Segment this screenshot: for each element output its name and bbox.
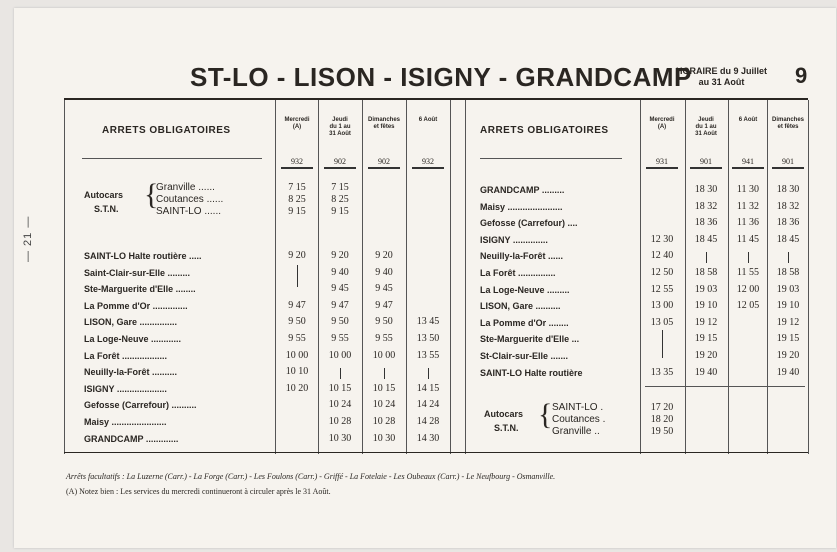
footer-rule [64, 452, 808, 453]
no-stop-marker [748, 252, 749, 263]
stop-name: Ste-Marguerite d'Elle ........ [84, 284, 196, 295]
service-number-rule [281, 167, 313, 169]
column-header-line: Mercredi [649, 117, 675, 123]
stop-name: La Loge-Neuve ......... [480, 284, 570, 295]
footnote-optional-stops: Arrêts facultatifs : La Luzerne (Carr.) - La Forge (Carr.) - Les Foulons (Carr.) - Griffé - La Fotelaie - Les Oubeaux (Carr.) - Le Neufbourg - Osmanville. [66, 472, 556, 481]
departure-time: 9 47 [375, 299, 393, 311]
service-number-rule [324, 167, 356, 169]
table-column-rule [275, 100, 276, 454]
departure-time: 18 45 [776, 233, 800, 245]
service-number-rule [368, 167, 400, 169]
departure-time: 10 20 [285, 382, 309, 394]
departure-time: 10 24 [372, 399, 396, 411]
departure-time: 19 10 [694, 300, 718, 312]
autocars-company: S.T.N. [94, 204, 119, 214]
departure-time: 13 35 [650, 366, 674, 378]
departure-time: 13 00 [650, 300, 674, 312]
departure-time: 11 30 [736, 184, 760, 195]
departure-time: 19 03 [776, 283, 800, 295]
stop-name: GRANDCAMP ............. [84, 433, 179, 444]
autocar-town: Granville .. [552, 426, 600, 437]
stop-name: La Pomme d'Or .............. [84, 300, 188, 311]
departure-time: 19 15 [694, 333, 718, 345]
stop-name: Neuilly-la-Forêt ...... [480, 251, 564, 262]
brace-icon: { [538, 398, 553, 431]
service-number-rule [690, 167, 722, 169]
stop-name: La Loge-Neuve ............ [84, 334, 182, 344]
service-number: 941 [742, 157, 754, 166]
continuation-line [662, 330, 663, 358]
stop-name: Maisy ...................... [480, 201, 563, 212]
departure-time: 19 40 [694, 366, 718, 378]
stop-name: La Pomme d'Or ........ [480, 317, 569, 328]
column-header [686, 117, 726, 138]
departure-time: 18 58 [776, 267, 800, 278]
departure-time: 12 40 [650, 250, 674, 262]
service-number-rule [412, 167, 444, 169]
departure-time: 9 40 [375, 266, 393, 278]
continuation-line [297, 265, 298, 287]
departure-time: 12 55 [650, 283, 674, 295]
autocar-time: 9 15 [331, 206, 349, 217]
table-column-rule [406, 100, 407, 454]
service-number-rule [772, 167, 804, 169]
departure-time: 10 10 [285, 366, 309, 378]
table-column-rule [64, 100, 65, 454]
departure-time: 14 30 [416, 432, 440, 444]
departure-time: 9 40 [331, 266, 349, 278]
departure-time: 12 00 [736, 283, 760, 295]
stop-name: LISON, Gare .......... [480, 301, 561, 312]
departure-time: 10 00 [285, 349, 309, 361]
table-column-rule [640, 100, 641, 454]
departure-time: 10 00 [328, 349, 352, 361]
horaire-dates [676, 66, 767, 88]
horaire-line-2: au 31 Août [698, 77, 745, 87]
header-rule [82, 158, 262, 159]
departure-time: 18 36 [694, 217, 718, 229]
column-header-line: Jeudi [698, 117, 714, 123]
stops-header: ARRETS OBLIGATOIRES [480, 125, 609, 136]
stop-name: LISON, Gare ............... [84, 317, 178, 328]
departure-time: 9 47 [288, 299, 306, 311]
stop-name: ISIGNY .................... [84, 383, 167, 394]
autocar-town: SAINT-LO ...... [156, 206, 222, 217]
departure-time: 18 30 [776, 184, 800, 195]
stops-header: ARRETS OBLIGATOIRES [102, 125, 231, 136]
stop-name: Saint-Clair-sur-Elle ......... [84, 267, 191, 278]
departure-time: 19 03 [694, 283, 718, 295]
departure-time: 10 15 [328, 382, 352, 394]
departure-time: 18 32 [776, 200, 800, 212]
departure-time: 19 20 [694, 350, 718, 361]
autocar-time: 9 15 [288, 206, 306, 217]
service-number: 902 [334, 157, 346, 166]
departure-time: 10 28 [328, 416, 352, 427]
column-header-line: (A) [657, 124, 667, 130]
departure-time: 18 58 [694, 267, 718, 278]
departure-time: 9 50 [288, 316, 306, 328]
departure-time: 12 05 [736, 300, 760, 312]
column-header-line: Dimanches [771, 117, 804, 123]
departure-time: 9 50 [331, 316, 349, 328]
side-page-number: — 21 — [22, 215, 34, 262]
stop-name: La Forêt .................. [84, 350, 168, 361]
column-header [642, 117, 682, 131]
autocars-label: Autocars [84, 190, 124, 200]
title-rule [64, 98, 808, 100]
column-header [728, 117, 768, 124]
departure-time: 10 24 [328, 399, 352, 411]
page-number: 9 [795, 63, 808, 88]
table-column-rule [318, 100, 319, 454]
service-number: 901 [782, 157, 794, 166]
departure-time: 18 32 [694, 200, 718, 212]
departure-time: 10 00 [372, 349, 396, 361]
departure-time: 18 45 [694, 233, 718, 245]
autocars-label: Autocars [484, 409, 524, 419]
stop-name: Ste-Marguerite d'Elle ... [480, 334, 580, 345]
column-header-line: Jeudi [332, 117, 348, 123]
departure-time: 12 30 [650, 233, 674, 245]
departure-time: 11 36 [736, 217, 760, 229]
stop-name: SAINT-LO Halte routière [480, 367, 583, 378]
header-rule [480, 158, 622, 159]
service-number: 931 [656, 157, 668, 166]
stop-name: Neuilly-la-Forêt .......... [84, 367, 178, 378]
departure-time: 13 50 [416, 333, 440, 344]
departure-time: 18 30 [694, 184, 718, 195]
horaire-line-1: HORAIRE du 9 Juillet [676, 66, 768, 76]
table-column-rule [808, 100, 809, 454]
departure-time: 9 47 [331, 299, 349, 311]
departure-time: 14 15 [416, 382, 440, 394]
column-header [768, 117, 808, 131]
autocar-town: Coutances . [552, 414, 606, 425]
departure-time: 18 36 [776, 217, 800, 229]
departure-time: 19 40 [776, 366, 800, 378]
table-column-rule [450, 100, 451, 454]
no-stop-marker [428, 368, 429, 379]
departure-time: 9 55 [375, 333, 393, 344]
departure-time: 9 20 [331, 250, 349, 261]
column-header-line: et fêtes [373, 124, 395, 130]
no-stop-marker [340, 368, 341, 379]
departure-time: 9 20 [375, 250, 393, 261]
stop-name: St-Clair-sur-Elle ....... [480, 351, 569, 361]
autocar-time: 17 20 [650, 402, 674, 413]
stop-name: Maisy ...................... [84, 417, 167, 427]
no-stop-marker [788, 252, 789, 263]
autocar-time: 19 50 [650, 426, 674, 437]
service-number: 932 [291, 157, 303, 166]
column-header-line: 31 Août [329, 131, 351, 137]
column-header-line: Mercredi [284, 117, 310, 123]
autocar-town: Coutances ...... [156, 194, 224, 205]
departure-time: 19 10 [776, 300, 800, 312]
column-header-line: et fêtes [777, 124, 799, 130]
departure-time: 14 24 [416, 399, 440, 411]
stop-name: SAINT-LO Halte routière ..... [84, 251, 202, 261]
departure-time: 9 45 [375, 283, 393, 295]
column-header [320, 117, 360, 138]
stop-name: La Forêt ............... [480, 268, 556, 278]
column-header-line: 31 Août [695, 131, 717, 137]
page-title: ST-LO - LISON - ISIGNY - GRANDCAMP [190, 62, 692, 92]
departure-time: 19 20 [776, 350, 800, 361]
service-number-rule [732, 167, 764, 169]
stop-name: ISIGNY .............. [480, 234, 548, 245]
departure-time: 11 32 [736, 200, 760, 212]
stop-name: GRANDCAMP ......... [480, 185, 565, 195]
departure-time: 9 45 [331, 283, 349, 295]
column-header-line: (A) [292, 124, 302, 130]
autocar-time: 8 25 [288, 194, 306, 205]
service-number-rule [646, 167, 678, 169]
no-stop-marker [706, 252, 707, 263]
column-header-line: 6 Août [418, 117, 438, 123]
departure-time: 13 05 [650, 316, 674, 328]
column-header-line: Dimanches [367, 117, 400, 123]
departure-time: 12 50 [650, 267, 674, 278]
autocar-time: 7 15 [331, 182, 349, 193]
column-header [364, 117, 404, 131]
departure-time: 9 50 [375, 316, 393, 328]
service-number: 901 [700, 157, 712, 166]
departure-time: 19 15 [776, 333, 800, 345]
autocar-town: Granville ...... [156, 182, 215, 193]
departure-time: 13 55 [416, 349, 440, 361]
brace-icon: { [144, 178, 159, 211]
footnote-wednesday: (A) Notez bien : Les services du mercredi continueront à circuler après le 31 Août. [66, 487, 331, 496]
departure-time: 9 55 [288, 333, 306, 344]
service-number: 902 [378, 157, 390, 166]
departure-time: 10 28 [372, 416, 396, 427]
bottom-rule [645, 386, 805, 387]
no-stop-marker [384, 368, 385, 379]
column-header [408, 117, 448, 124]
departure-time: 10 30 [328, 432, 352, 444]
column-header [277, 117, 317, 131]
column-header-line: 6 Août [738, 117, 758, 123]
departure-time: 10 30 [372, 432, 396, 444]
departure-time: 9 55 [331, 333, 349, 344]
departure-time: 14 28 [416, 416, 440, 427]
departure-time: 19 12 [694, 316, 718, 328]
autocars-company: S.T.N. [494, 423, 519, 433]
autocar-time: 7 15 [288, 182, 306, 193]
departure-time: 13 45 [416, 316, 440, 328]
departure-time: 11 55 [736, 267, 760, 278]
column-header-line: du 1 au [329, 124, 351, 130]
autocar-time: 8 25 [331, 194, 349, 205]
table-column-rule [465, 100, 466, 454]
table-column-rule [362, 100, 363, 454]
service-number: 932 [422, 157, 434, 166]
departure-time: 11 45 [736, 233, 760, 245]
departure-time: 10 15 [372, 382, 396, 394]
departure-time: 19 12 [776, 316, 800, 328]
departure-time: 9 20 [288, 250, 306, 261]
autocar-time: 18 20 [650, 414, 674, 425]
autocar-town: SAINT-LO . [552, 402, 604, 413]
stop-name: Gefosse (Carrefour) .......... [84, 400, 197, 411]
column-header-line: du 1 au [695, 124, 717, 130]
stop-name: Gefosse (Carrefour) .... [480, 218, 578, 229]
